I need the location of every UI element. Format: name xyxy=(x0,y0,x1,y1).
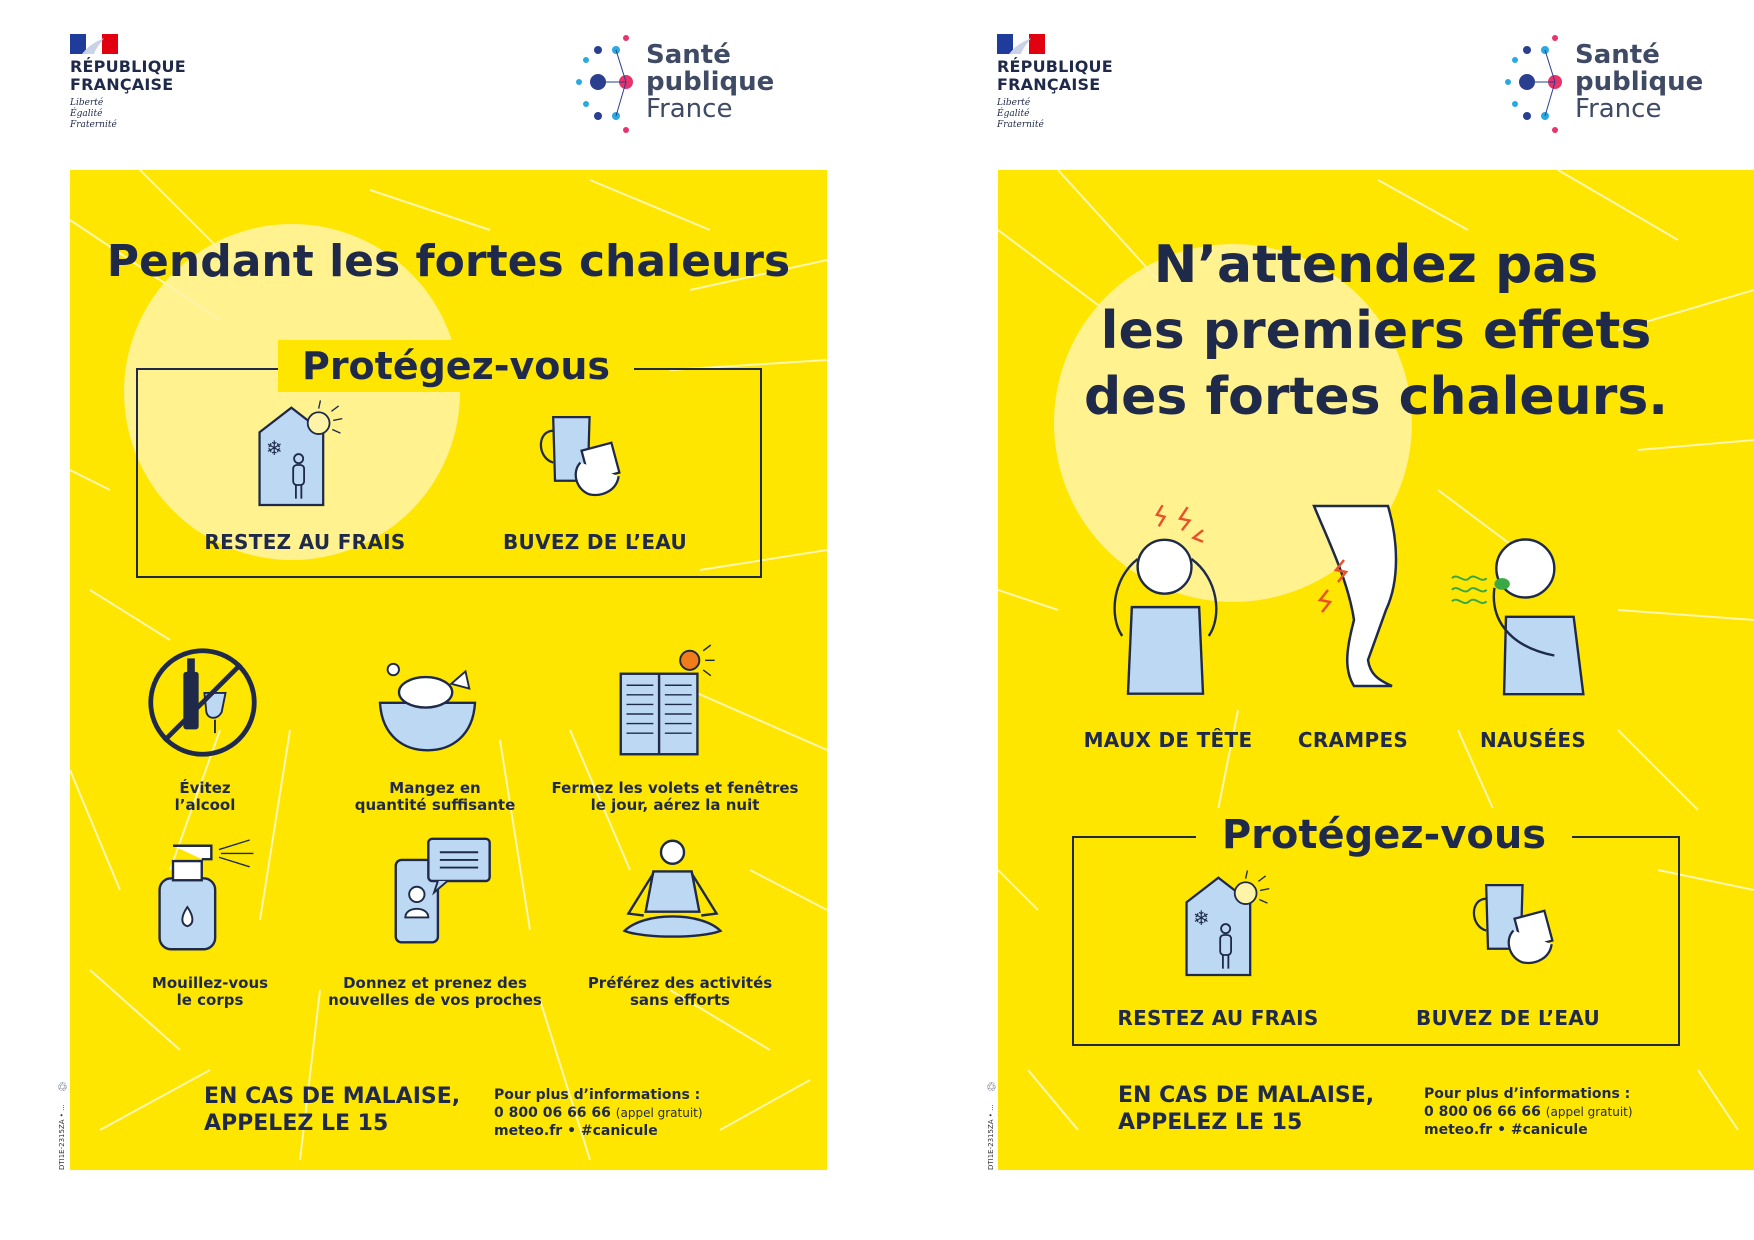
spf-wordmark: Santé publique France xyxy=(646,40,775,124)
svg-text:❄: ❄ xyxy=(265,436,283,460)
poster-right-panel xyxy=(998,170,1754,1170)
spf-wordmark: Santé publique France xyxy=(1575,40,1704,124)
tip-low-effort: Préférez des activités sans efforts xyxy=(587,974,773,1009)
info-block: Pour plus d’informations : 0 800 06 66 66 (appel gratuit) meteo.fr • #canicule xyxy=(1424,1086,1633,1138)
food-bowl-icon xyxy=(370,660,485,755)
emergency-call: EN CAS DE MALAISE, APPELEZ LE 15 xyxy=(1118,1083,1375,1135)
protect-item-cool: RESTEZ AU FRAIS xyxy=(1117,1006,1319,1030)
water-jug-icon xyxy=(535,408,635,508)
marianne-flag-icon xyxy=(70,34,118,54)
headache-person-icon xyxy=(1103,500,1228,695)
symptom-cramps: CRAMPES xyxy=(1297,728,1409,752)
sante-publique-france-logo xyxy=(1505,34,1715,134)
svg-text:❄: ❄ xyxy=(1192,906,1210,930)
spf-dots-icon xyxy=(1505,34,1569,134)
recycle-icon: ♲ xyxy=(57,1080,68,1094)
republique-name: RÉPUBLIQUE FRANÇAISE xyxy=(997,57,1113,94)
info-block: Pour plus d’informations : 0 800 06 66 66 (appel gratuit) meteo.fr • #canicule xyxy=(494,1087,703,1139)
protect-title: Protégez-vous xyxy=(278,340,634,392)
symptom-nausea: NAUSÉES xyxy=(1479,728,1587,752)
protect-item-water: BUVEZ DE L’EAU xyxy=(1415,1006,1601,1030)
tip-contact: Donnez et prenez des nouvelles de vos proches xyxy=(328,974,542,1009)
protect-title: Protégez-vous xyxy=(1196,808,1572,862)
meditation-icon xyxy=(615,835,730,950)
marianne-flag-icon xyxy=(997,34,1045,54)
no-alcohol-icon xyxy=(145,645,260,760)
protect-item-cool: RESTEZ AU FRAIS xyxy=(204,530,406,554)
phone-message-icon xyxy=(390,835,505,950)
leg-cramp-icon xyxy=(1308,500,1418,690)
nausea-person-icon xyxy=(1448,500,1593,695)
spray-bottle-icon xyxy=(150,840,265,955)
water-jug-icon xyxy=(1468,876,1568,976)
sante-publique-france-logo xyxy=(576,34,776,134)
cool-house-icon xyxy=(1182,870,1282,980)
spf-dots-icon xyxy=(576,34,640,134)
symptom-headache: MAUX DE TÊTE xyxy=(1083,728,1253,752)
page-title: Pendant les fortes chaleurs xyxy=(106,236,791,287)
republic-motto: Liberté Égalité Fraternité xyxy=(997,98,1044,130)
tip-shutters: Fermez les volets et fenêtres le jour, aérez la nuit xyxy=(551,779,799,814)
protect-item-water: BUVEZ DE L’EAU xyxy=(502,530,688,554)
emergency-call: EN CAS DE MALAISE, APPELEZ LE 15 xyxy=(204,1084,461,1136)
republique-francaise-logo xyxy=(70,34,210,134)
tip-eat: Mangez en quantité suffisante xyxy=(354,779,516,814)
republic-motto: Liberté Égalité Fraternité xyxy=(70,98,117,130)
cool-house-icon xyxy=(255,400,355,510)
print-code: DTI1E-2315ZA • ... xyxy=(58,1104,66,1170)
poster-left-panel xyxy=(70,170,827,1170)
republique-name: RÉPUBLIQUE FRANÇAISE xyxy=(70,57,186,94)
republique-francaise-logo xyxy=(997,34,1137,134)
page-title: N’attendez pas les premiers effets des fortes chaleurs. xyxy=(1083,235,1669,427)
tip-alcohol: Évitez l’alcool xyxy=(174,779,236,814)
closed-shutters-icon xyxy=(615,645,730,760)
recycle-icon: ♲ xyxy=(986,1080,997,1094)
print-code: DTI1E-2315ZA • ... xyxy=(987,1104,995,1170)
poster-right xyxy=(877,0,1754,1240)
tip-wet-body: Mouillez-vous le corps xyxy=(151,974,269,1009)
